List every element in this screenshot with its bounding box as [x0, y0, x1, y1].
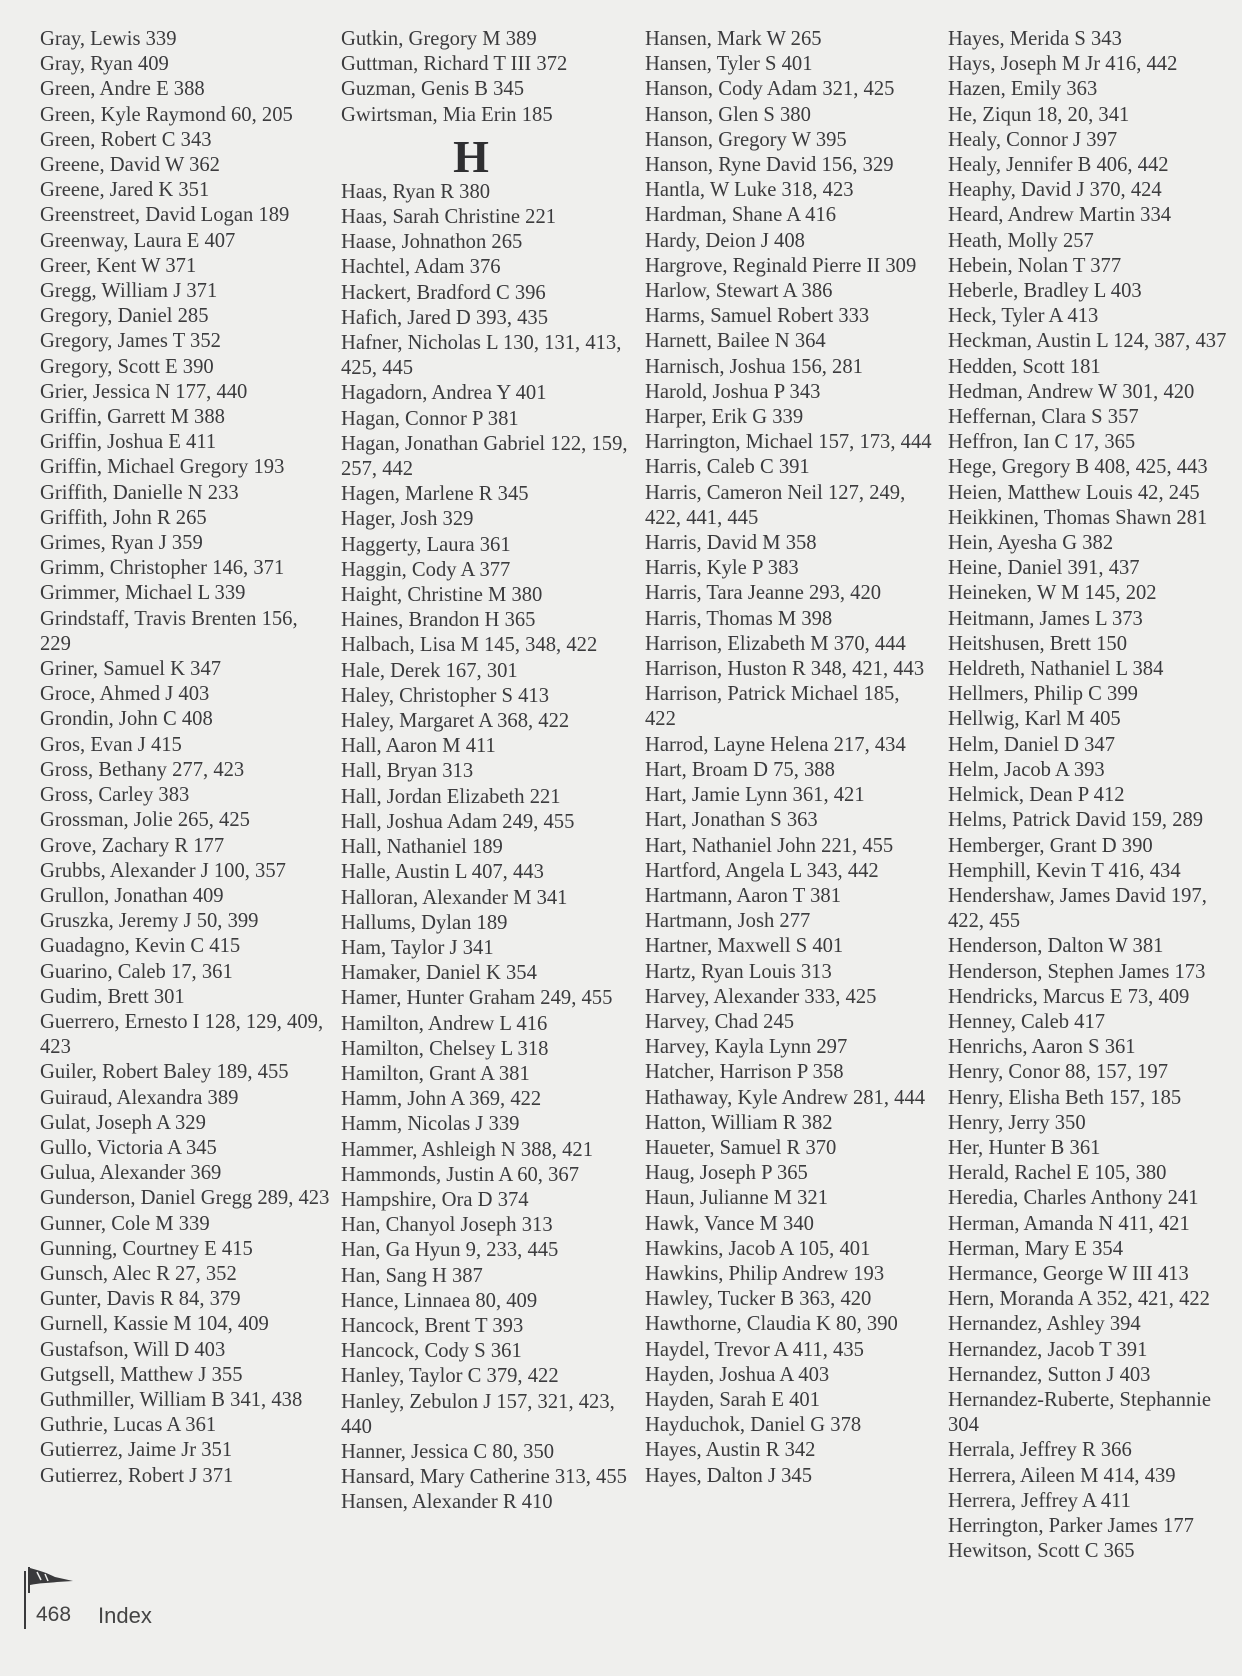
- index-entry: Gruszka, Jeremy J 50, 399: [40, 910, 259, 933]
- index-entry: Heien, Matthew Louis 42, 245: [948, 481, 1200, 504]
- index-entry: Grimm, Christopher 146, 371: [40, 557, 285, 580]
- index-entry: Hedden, Scott 181: [948, 355, 1101, 378]
- index-entry: Guerrero, Ernesto I 128, 129, 409, 423: [40, 1010, 324, 1059]
- index-entry: Hern, Moranda A 352, 421, 422: [948, 1288, 1210, 1311]
- index-entry: Haley, Christopher S 413: [341, 684, 550, 707]
- index-entry: Harrod, Layne Helena 217, 434: [645, 733, 906, 756]
- index-entry: Herman, Amanda N 411, 421: [948, 1212, 1190, 1235]
- index-entry: Greenstreet, David Logan 189: [40, 204, 290, 227]
- index-entry: Hafner, Nicholas L 130, 131, 413, 425, 445: [341, 332, 622, 380]
- index-entry: Hawley, Tucker B 363, 420: [645, 1288, 872, 1311]
- index-entry: Hall, Jordan Elizabeth 221: [341, 785, 561, 808]
- index-entry: Haas, Sarah Christine 221: [341, 206, 557, 229]
- section-label: Index: [98, 1603, 152, 1628]
- index-entry: Grimmer, Michael L 339: [40, 582, 246, 605]
- index-entry: Hackert, Bradford C 396: [341, 281, 546, 304]
- index-entry: Heaphy, David J 370, 424: [948, 179, 1162, 202]
- index-entry: Hatton, William R 382: [645, 1111, 833, 1134]
- index-entry: Ham, Taylor J 341: [341, 936, 494, 959]
- index-entry: Hays, Joseph M Jr 416, 442: [948, 53, 1178, 76]
- index-entry: Hagan, Jonathan Gabriel 122, 159, 257, 442: [341, 432, 628, 481]
- index-entry: Hayes, Austin R 342: [645, 1439, 816, 1462]
- index-entry: Halloran, Alexander M 341: [341, 886, 568, 909]
- index-entry: Harris, David M 358: [645, 532, 817, 555]
- index-entry: Gulat, Joseph A 329: [40, 1111, 206, 1134]
- index-entry: Hall, Bryan 313: [341, 760, 474, 783]
- index-entry: Harper, Erik G 339: [645, 406, 804, 429]
- index-entry: Healy, Jennifer B 406, 442: [948, 154, 1169, 177]
- index-column-1: [40, 27, 330, 1489]
- index-entry: Harrison, Huston R 348, 421, 443: [645, 658, 925, 681]
- index-entry: Hall, Aaron M 411: [341, 735, 496, 758]
- index-entry: He, Ziqun 18, 20, 341: [948, 103, 1130, 126]
- index-entry: Haggerty, Laura 361: [341, 533, 511, 556]
- index-entry: Heldreth, Nathaniel L 384: [948, 658, 1164, 681]
- index-entry: Hernandez, Jacob T 391: [948, 1338, 1148, 1361]
- footer-rule: [24, 1571, 26, 1629]
- index-entry: Gross, Bethany 277, 423: [40, 758, 245, 781]
- index-entry: Hardman, Shane A 416: [645, 204, 837, 227]
- index-entry: Gunter, Davis R 84, 379: [40, 1288, 241, 1311]
- index-entry: Hartmann, Aaron T 381: [645, 884, 841, 907]
- index-entry: Harms, Samuel Robert 333: [645, 305, 870, 328]
- index-entry: Gwirtsman, Mia Erin 185: [341, 103, 553, 126]
- index-entry: Gregory, Scott E 390: [40, 355, 214, 378]
- index-entry: Hanson, Ryne David 156, 329: [645, 154, 894, 177]
- index-entry: Helms, Patrick David 159, 289: [948, 809, 1204, 832]
- index-entry: Haun, Julianne M 321: [645, 1187, 829, 1210]
- index-entry: Heine, Daniel 391, 437: [948, 557, 1140, 580]
- index-entry: Hart, Nathaniel John 221, 455: [645, 834, 894, 857]
- index-entry: Hellmers, Philip C 399: [948, 683, 1138, 706]
- index-entry: Gunner, Cole M 339: [40, 1212, 210, 1235]
- index-entry: Harrison, Patrick Michael 185, 422: [645, 683, 900, 731]
- index-entry: Hernandez, Ashley 394: [948, 1313, 1141, 1336]
- index-entry: Henderson, Stephen James 173: [948, 960, 1206, 983]
- index-entry: Hamer, Hunter Graham 249, 455: [341, 987, 613, 1010]
- index-entry: Haley, Margaret A 368, 422: [341, 710, 570, 733]
- index-entry: Henderson, Dalton W 381: [948, 935, 1164, 958]
- index-entry: Green, Andre E 388: [40, 78, 205, 101]
- index-entry: Gurnell, Kassie M 104, 409: [40, 1313, 269, 1336]
- index-entry: Hathaway, Kyle Andrew 281, 444: [645, 1086, 926, 1109]
- index-entry: Hayden, Joshua A 403: [645, 1363, 830, 1386]
- index-entry: Henry, Elisha Beth 157, 185: [948, 1086, 1182, 1109]
- index-entry: Hamm, Nicolas J 339: [341, 1113, 520, 1136]
- index-entry: Griffith, Danielle N 233: [40, 481, 239, 504]
- index-entry: Gudim, Brett 301: [40, 985, 185, 1008]
- index-entry: Harrington, Michael 157, 173, 444: [645, 431, 932, 454]
- index-entry: Hamm, John A 369, 422: [341, 1088, 542, 1111]
- index-entry: Hantla, W Luke 318, 423: [645, 179, 854, 202]
- index-entry: Herald, Rachel E 105, 380: [948, 1162, 1167, 1185]
- index-entry: Hanley, Zebulon J 157, 321, 423, 440: [341, 1390, 615, 1438]
- index-entry: Hartner, Maxwell S 401: [645, 935, 844, 958]
- index-entry: Gregory, Daniel 285: [40, 305, 209, 328]
- index-entry: Grondin, John C 408: [40, 708, 213, 731]
- index-entry: Greene, David W 362: [40, 154, 220, 177]
- index-entry: Henney, Caleb 417: [948, 1010, 1106, 1033]
- index-entry: Hendricks, Marcus E 73, 409: [948, 985, 1190, 1008]
- index-entry: Harvey, Kayla Lynn 297: [645, 1036, 848, 1059]
- index-entry: Guiler, Robert Baley 189, 455: [40, 1061, 289, 1084]
- index-entry: Guthmiller, William B 341, 438: [40, 1388, 303, 1411]
- index-entry: Helm, Jacob A 393: [948, 758, 1105, 781]
- index-entry: Gutierrez, Robert J 371: [40, 1464, 234, 1487]
- section-letter-heading: H: [453, 130, 489, 182]
- index-entry: Hermance, George W III 413: [948, 1262, 1189, 1285]
- index-entry: Herman, Mary E 354: [948, 1237, 1123, 1260]
- index-entry: Hammer, Ashleigh N 388, 421: [341, 1138, 593, 1161]
- index-entry: Hayden, Sarah E 401: [645, 1388, 820, 1411]
- index-entry: Hamaker, Daniel K 354: [341, 962, 537, 985]
- index-entry: Her, Hunter B 361: [948, 1136, 1101, 1159]
- index-entry: Hardy, Deion J 408: [645, 229, 805, 252]
- index-entry: Hawthorne, Claudia K 80, 390: [645, 1313, 898, 1336]
- index-entry: Hemberger, Grant D 390: [948, 834, 1153, 857]
- index-entry: Green, Kyle Raymond 60, 205: [40, 103, 293, 126]
- index-entry: Hansen, Tyler S 401: [645, 53, 813, 76]
- index-entry: Gregg, William J 371: [40, 280, 218, 303]
- index-entry: Helm, Daniel D 347: [948, 733, 1116, 756]
- index-entry: Grimes, Ryan J 359: [40, 532, 203, 555]
- index-entry: Hagen, Marlene R 345: [341, 483, 529, 506]
- index-entry: Hanson, Gregory W 395: [645, 128, 847, 151]
- index-entry: Halbach, Lisa M 145, 348, 422: [341, 634, 598, 657]
- index-entry: Haight, Christine M 380: [341, 584, 543, 607]
- index-column-4: [948, 27, 1242, 1564]
- index-entry: Harrison, Elizabeth M 370, 444: [645, 632, 906, 655]
- index-entry: Helmick, Dean P 412: [948, 784, 1125, 807]
- index-entry: Hancock, Cody S 361: [341, 1340, 522, 1363]
- index-entry: Gustafson, Will D 403: [40, 1338, 226, 1361]
- index-entry: Hance, Linnaea 80, 409: [341, 1289, 538, 1312]
- index-entry: Guthrie, Lucas A 361: [40, 1414, 217, 1437]
- index-entry: Heredia, Charles Anthony 241: [948, 1187, 1199, 1210]
- index-entry: Hancock, Brent T 393: [341, 1314, 524, 1337]
- index-entry: Guttman, Richard T III 372: [341, 53, 568, 76]
- index-entry: Hamilton, Chelsey L 318: [341, 1037, 549, 1060]
- index-entry: Harris, Thomas M 398: [645, 607, 833, 630]
- index-entry: Hemphill, Kevin T 416, 434: [948, 859, 1181, 882]
- index-entry: Heffron, Ian C 17, 365: [948, 431, 1136, 454]
- index-entry: Harvey, Alexander 333, 425: [645, 985, 877, 1008]
- index-entry: Hager, Josh 329: [341, 508, 474, 531]
- index-entry: Hansen, Mark W 265: [645, 28, 822, 50]
- index-entry: Hart, Jamie Lynn 361, 421: [645, 784, 865, 807]
- index-entry: Gutkin, Gregory M 389: [341, 28, 537, 50]
- index-entry: Gulua, Alexander 369: [40, 1162, 222, 1185]
- index-entry: Herrera, Jeffrey A 411: [948, 1489, 1131, 1512]
- index-entry: Harlow, Stewart A 386: [645, 280, 833, 303]
- index-entry: Greene, Jared K 351: [40, 179, 210, 202]
- index-entry: Haug, Joseph P 365: [645, 1162, 808, 1185]
- index-entry: Hansen, Alexander R 410: [341, 1491, 553, 1514]
- index-entry: Hayes, Merida S 343: [948, 28, 1122, 50]
- index-entry: Harris, Kyle P 383: [645, 557, 799, 580]
- index-entry: Harris, Caleb C 391: [645, 456, 810, 479]
- index-entry: Haydel, Trevor A 411, 435: [645, 1338, 864, 1361]
- index-entry: Grullon, Jonathan 409: [40, 884, 224, 907]
- index-entry: Hayduchok, Daniel G 378: [645, 1414, 862, 1437]
- index-entry: Hendershaw, James David 197, 422, 455: [948, 884, 1207, 933]
- index-entry: Heath, Molly 257: [948, 229, 1094, 252]
- index-entry: Hargrove, Reginald Pierre II 309: [645, 254, 917, 277]
- index-entry: Herrala, Jeffrey R 366: [948, 1439, 1132, 1462]
- index-entry: Hart, Jonathan S 363: [645, 809, 818, 832]
- index-entry: Haines, Brandon H 365: [341, 609, 536, 632]
- index-entry: Harnett, Bailee N 364: [645, 330, 826, 353]
- pennant-flag-icon: [27, 1563, 79, 1595]
- index-entry: Hedman, Andrew W 301, 420: [948, 380, 1195, 403]
- index-entry: Gray, Lewis 339: [40, 28, 177, 50]
- index-entry: Haas, Ryan R 380: [341, 180, 491, 203]
- index-entry: Griffin, Michael Gregory 193: [40, 456, 285, 479]
- index-entry: Hale, Derek 167, 301: [341, 659, 518, 682]
- index-column-3: [645, 27, 935, 1489]
- index-entry: Guzman, Genis B 345: [341, 78, 525, 101]
- index-entry: Groce, Ahmed J 403: [40, 683, 210, 706]
- index-entry: Healy, Connor J 397: [948, 128, 1118, 151]
- index-entry: Herrera, Aileen M 414, 439: [948, 1464, 1176, 1487]
- index-entry: Hanson, Glen S 380: [645, 103, 811, 126]
- index-entry: Greenway, Laura E 407: [40, 229, 236, 252]
- index-entry: Hewitson, Scott C 365: [948, 1540, 1135, 1563]
- index-entry: Grindstaff, Travis Brenten 156, 229: [40, 607, 298, 655]
- page-number: 468: [36, 1603, 72, 1626]
- index-entry: Heineken, W M 145, 202: [948, 582, 1157, 605]
- index-entry: Gullo, Victoria A 345: [40, 1136, 217, 1159]
- index-entry: Hartmann, Josh 277: [645, 910, 811, 933]
- index-entry: Harris, Tara Jeanne 293, 420: [645, 582, 882, 605]
- index-entry: Gross, Carley 383: [40, 784, 190, 807]
- index-entry: Hallums, Dylan 189: [341, 911, 508, 934]
- index-entry: Heard, Andrew Martin 334: [948, 204, 1172, 227]
- index-entry: Haueter, Samuel R 370: [645, 1136, 837, 1159]
- index-entry: Guadagno, Kevin C 415: [40, 935, 241, 958]
- index-entry: Hatcher, Harrison P 358: [645, 1061, 844, 1084]
- index-entry: Hachtel, Adam 376: [341, 256, 501, 279]
- index-entry: Hebein, Nolan T 377: [948, 254, 1122, 277]
- index-entry: Guarino, Caleb 17, 361: [40, 960, 233, 983]
- index-entry: Gutierrez, Jaime Jr 351: [40, 1439, 233, 1462]
- index-entry: Griffith, John R 265: [40, 506, 207, 529]
- index-entry: Hafich, Jared D 393, 435: [341, 306, 549, 329]
- index-entry: Hall, Nathaniel 189: [341, 836, 503, 859]
- index-entry: Harnisch, Joshua 156, 281: [645, 355, 863, 378]
- index-entry: Halle, Austin L 407, 443: [341, 861, 544, 884]
- index-entry: Henrichs, Aaron S 361: [948, 1036, 1136, 1059]
- index-entry: Heitmann, James L 373: [948, 607, 1143, 630]
- index-entry: Gray, Ryan 409: [40, 53, 169, 76]
- index-entry: Grove, Zachary R 177: [40, 834, 225, 857]
- index-entry: Gros, Evan J 415: [40, 733, 182, 756]
- index-column-2: [341, 27, 631, 1516]
- index-entry: Hagadorn, Andrea Y 401: [341, 382, 547, 405]
- index-entry: Han, Chanyol Joseph 313: [341, 1214, 553, 1237]
- index-entry: Hall, Joshua Adam 249, 455: [341, 810, 575, 833]
- index-entry: Hein, Ayesha G 382: [948, 532, 1114, 555]
- index-entry: Hellwig, Karl M 405: [948, 708, 1121, 731]
- index-entry: Hazen, Emily 363: [948, 78, 1098, 101]
- index-entry: Herrington, Parker James 177: [948, 1514, 1194, 1537]
- index-entry: Heberle, Bradley L 403: [948, 280, 1142, 303]
- index-entry: Grier, Jessica N 177, 440: [40, 380, 248, 403]
- index-entry: Greer, Kent W 371: [40, 254, 197, 277]
- index-entry: Han, Ga Hyun 9, 233, 445: [341, 1239, 559, 1262]
- index-entry: Haggin, Cody A 377: [341, 558, 511, 581]
- index-entry: Hernandez-Ruberte, Stephannie 304: [948, 1388, 1212, 1437]
- index-entry: Hartz, Ryan Louis 313: [645, 960, 832, 983]
- index-entry: Gunderson, Daniel Gregg 289, 423: [40, 1187, 330, 1210]
- index-entry: Griffin, Garrett M 388: [40, 406, 225, 429]
- index-entry: Hernandez, Sutton J 403: [948, 1363, 1151, 1386]
- index-entry: Harold, Joshua P 343: [645, 380, 821, 403]
- index-entry: Hawk, Vance M 340: [645, 1212, 814, 1235]
- index-entry: Hart, Broam D 75, 388: [645, 758, 835, 781]
- index-entry: Hansard, Mary Catherine 313, 455: [341, 1466, 627, 1489]
- index-entry: Harvey, Chad 245: [645, 1010, 795, 1033]
- index-entry: Heffernan, Clara S 357: [948, 406, 1139, 429]
- index-entry: Henry, Conor 88, 157, 197: [948, 1061, 1169, 1084]
- index-entry: Gunning, Courtney E 415: [40, 1237, 253, 1260]
- index-entry: Heck, Tyler A 413: [948, 305, 1099, 328]
- index-entry: Han, Sang H 387: [341, 1264, 483, 1287]
- index-entry: Harris, Cameron Neil 127, 249, 422, 441, 445: [645, 481, 906, 529]
- index-entry: Heikkinen, Thomas Shawn 281: [948, 506, 1208, 529]
- index-entry: Hanner, Jessica C 80, 350: [341, 1440, 555, 1463]
- index-entry: Gutgsell, Matthew J 355: [40, 1363, 243, 1386]
- index-entry: Hamilton, Andrew L 416: [341, 1012, 548, 1035]
- index-entry: Hartford, Angela L 343, 442: [645, 859, 879, 882]
- index-entry: Hanley, Taylor C 379, 422: [341, 1365, 559, 1388]
- index-entry: Hawkins, Philip Andrew 193: [645, 1262, 885, 1285]
- index-entry: Henry, Jerry 350: [948, 1111, 1086, 1134]
- index-entry: Heckman, Austin L 124, 387, 437: [948, 330, 1227, 353]
- index-entry: Green, Robert C 343: [40, 128, 212, 151]
- index-entry: Griffin, Joshua E 411: [40, 431, 217, 454]
- index-entry: Gunsch, Alec R 27, 352: [40, 1262, 237, 1285]
- index-entry: Haase, Johnathon 265: [341, 231, 523, 254]
- index-entry: Hammonds, Justin A 60, 367: [341, 1163, 579, 1186]
- index-entry: Grubbs, Alexander J 100, 357: [40, 859, 286, 882]
- index-entry: Guiraud, Alexandra 389: [40, 1086, 239, 1109]
- index-entry: Hege, Gregory B 408, 425, 443: [948, 456, 1208, 479]
- index-entry: Hagan, Connor P 381: [341, 407, 519, 430]
- index-entry: Hayes, Dalton J 345: [645, 1464, 813, 1487]
- index-entry: Gregory, James T 352: [40, 330, 221, 353]
- index-entry: Griner, Samuel K 347: [40, 658, 222, 681]
- index-entry: Hamilton, Grant A 381: [341, 1062, 530, 1085]
- index-entry: Hanson, Cody Adam 321, 425: [645, 78, 895, 101]
- index-entry: Hampshire, Ora D 374: [341, 1188, 529, 1211]
- index-entry: Grossman, Jolie 265, 425: [40, 809, 250, 832]
- index-entry: Heitshusen, Brett 150: [948, 632, 1128, 655]
- index-entry: Hawkins, Jacob A 105, 401: [645, 1237, 871, 1260]
